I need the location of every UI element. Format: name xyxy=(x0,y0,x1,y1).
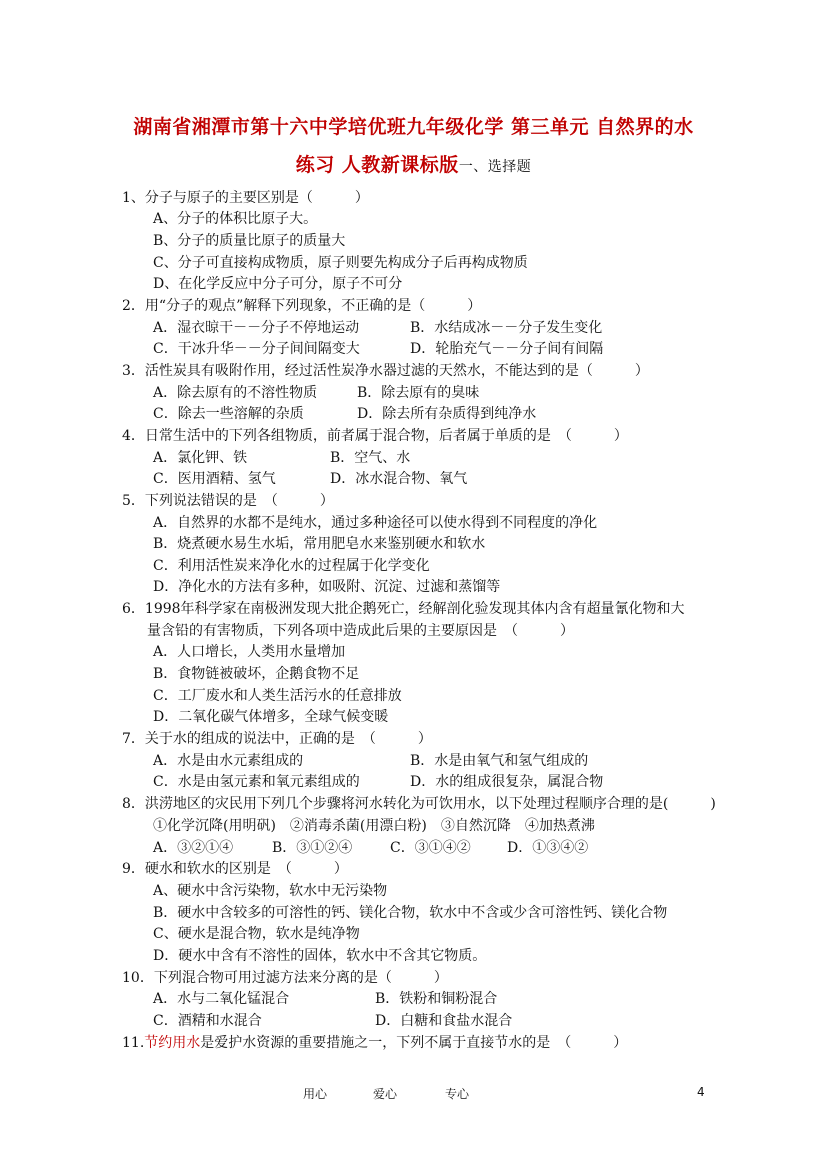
question-4-stem: 4．日常生活中的下列各组物质，前者属于混合物，后者属于单质的是 （ ） xyxy=(122,428,628,444)
question-3-option-a: A．除去原有的不溶性物质 xyxy=(153,385,318,401)
question-1-option-c: C、分子可直接构成物质，原子则要先构成分子后再构成物质 xyxy=(153,255,528,271)
doc-title-line2-text: 练习 人教新课标版 xyxy=(295,154,459,176)
question-3-option-c: C．除去一些溶解的杂质 xyxy=(153,406,304,422)
question-7-stem: 7．关于水的组成的说法中，正确的是 （ ） xyxy=(122,731,432,747)
question-2-stem: 2．用“分子的观点”解释下列现象，不正确的是（ ） xyxy=(122,298,482,314)
question-8-stem: 8．洪涝地区的灾民用下列几个步骤将河水转化为可饮用水，以下处理过程顺序合理的是( ) xyxy=(122,796,716,812)
question-11-highlight: 节约用水 xyxy=(144,1035,201,1051)
question-3-option-b: B．除去原有的臭味 xyxy=(357,385,480,401)
question-5-option-c: C．利用活性炭来净化水的过程属于化学变化 xyxy=(153,558,430,574)
question-9-option-b: B．硬水中含较多的可溶性的钙、镁化合物，软水中不含或少含可溶性钙、镁化合物 xyxy=(153,905,668,921)
question-8-option-a: A．③②①④ xyxy=(153,840,234,856)
question-2-option-c: C．干冰升华－－分子间间隔变大 xyxy=(153,341,360,357)
section-heading: 一、选择题 xyxy=(458,159,532,175)
question-1-option-d: D、在化学反应中分子可分，原子不可分 xyxy=(153,276,403,292)
question-6-option-d: D．二氧化碳气体增多，全球气候变暖 xyxy=(153,709,389,725)
doc-title-line1: 湖南省湘潭市第十六中学培优班九年级化学 第三单元 自然界的水 xyxy=(133,116,694,138)
question-5-option-b: B．烧煮硬水易生水垢，常用肥皂水来鉴别硬水和软水 xyxy=(153,536,486,552)
question-10-stem: 10．下列混合物可用过滤方法来分离的是（ ） xyxy=(122,970,448,986)
question-7-option-a: A．水是由水元素组成的 xyxy=(153,753,304,769)
question-8-steps: ①化学沉降(用明矾) ②消毒杀菌(用漂白粉) ③自然沉降 ④加热煮沸 xyxy=(153,818,595,834)
question-3-option-d: D．除去所有杂质得到纯净水 xyxy=(357,406,537,422)
question-2-option-b: B．水结成冰－－分子发生变化 xyxy=(410,320,603,336)
footer-motto-3: 专心 xyxy=(445,1087,470,1101)
question-6-option-c: C．工厂废水和人类生活污水的任意排放 xyxy=(153,688,402,704)
question-10-option-c: C．酒精和水混合 xyxy=(153,1013,262,1029)
footer-motto-1: 用心 xyxy=(303,1087,328,1101)
question-7-option-d: D．水的组成很复杂，属混合物 xyxy=(410,774,604,790)
question-5-option-d: D．净化水的方法有多种，如吸附、沉淀、过滤和蒸馏等 xyxy=(153,579,501,595)
question-5-option-a: A．自然界的水都不是纯水，通过多种途径可以使水得到不同程度的净化 xyxy=(153,515,598,531)
question-9-option-c: C、硬水是混合物，软水是纯净物 xyxy=(153,926,360,942)
question-10-option-a: A．水与二氧化锰混合 xyxy=(153,991,290,1007)
question-9-option-d: D．硬水中含有不溶性的固体，软水中不含其它物质。 xyxy=(153,948,487,964)
question-11-stem xyxy=(122,1033,627,1053)
question-11-number: 11. xyxy=(122,1035,145,1051)
question-9-stem: 9．硬水和软水的区别是 （ ） xyxy=(122,861,348,877)
question-1-stem: 1、分子与原子的主要区别是（ ） xyxy=(122,190,369,206)
question-6-stem-line2: 量含铅的有害物质，下列各项中造成此后果的主要原因是 （ ） xyxy=(147,623,574,639)
question-8-option-c: C．③①④② xyxy=(390,840,471,856)
question-4-option-a: A．氯化钾、铁 xyxy=(153,450,248,466)
question-2-option-a: A．湿衣晾干－－分子不停地运动 xyxy=(153,320,360,336)
question-8-option-d: D．①③④② xyxy=(507,840,589,856)
question-10-option-b: B．铁粉和铜粉混合 xyxy=(375,991,498,1007)
question-3-stem: 3．活性炭具有吸附作用，经过活性炭净水器过滤的天然水，不能达到的是（ ） xyxy=(122,363,649,379)
question-8-option-b: B．③①②④ xyxy=(272,840,353,856)
question-7-option-b: B．水是由氧气和氢气组成的 xyxy=(410,753,589,769)
question-6-option-a: A．人口增长，人类用水量增加 xyxy=(153,644,346,660)
question-4-option-d: D．冰水混合物、氧气 xyxy=(330,471,468,487)
question-6-stem-line1: 6．1998年科学家在南极洲发现大批企鹅死亡，经解剖化验发现其体内含有超量氰化物和大 xyxy=(122,601,685,617)
question-5-stem: 5．下列说法错误的是 （ ） xyxy=(122,493,334,509)
question-1-option-a: A、分子的体积比原子大。 xyxy=(153,211,318,227)
question-4-option-c: C．医用酒精、氢气 xyxy=(153,471,276,487)
page-number: 4 xyxy=(697,1085,705,1099)
question-7-option-c: C．水是由氢元素和氧元素组成的 xyxy=(153,774,360,790)
footer-motto-2: 爱心 xyxy=(373,1087,398,1101)
question-6-option-b: B．食物链被破坏，企鹅食物不足 xyxy=(153,666,360,682)
question-2-option-d: D．轮胎充气－－分子间有间隔 xyxy=(410,341,604,357)
question-9-option-a: A、硬水中含污染物，软水中无污染物 xyxy=(153,883,388,899)
question-1-option-b: B、分子的质量比原子的质量大 xyxy=(153,233,346,249)
question-4-option-b: B．空气、水 xyxy=(330,450,411,466)
doc-title-line2 xyxy=(0,150,827,177)
question-10-option-d: D．白糖和食盐水混合 xyxy=(375,1013,513,1029)
question-11-rest: 是爱护水资源的重要措施之一，下列不属于直接节水的是 （ ） xyxy=(200,1035,628,1051)
